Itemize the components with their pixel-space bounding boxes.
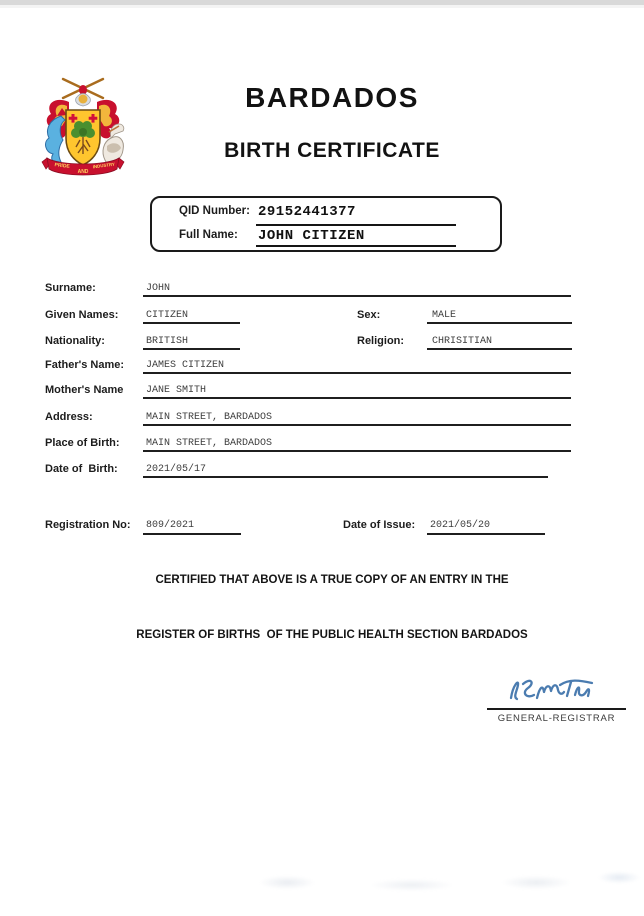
sex-underline <box>427 322 572 324</box>
religion-value: CHRISITIAN <box>432 336 493 347</box>
place-of-birth-underline <box>143 450 571 452</box>
given-names-underline <box>143 322 240 324</box>
nationality-value: BRITISH <box>146 336 189 347</box>
qid-number-value: 29152441377 <box>258 204 356 220</box>
signature-line <box>487 708 626 710</box>
qid-number-label: QID Number: <box>179 205 250 217</box>
registrar-signature <box>503 675 597 707</box>
full-name-underline <box>256 245 456 247</box>
address-underline <box>143 424 571 426</box>
date-of-birth-value: 2021/05/17 <box>146 464 207 475</box>
given-names-value: CITIZEN <box>146 310 189 321</box>
full-name-label: Full Name: <box>179 229 238 241</box>
address-label: Address: <box>45 411 93 423</box>
country-title: BARDADOS <box>245 82 419 113</box>
date-of-issue-label: Date of Issue: <box>343 519 416 531</box>
date-of-birth-label: Date of Birth: <box>45 463 118 475</box>
father-name-label: Father's Name: <box>45 359 125 371</box>
father-name-underline <box>143 372 571 374</box>
sex-label: Sex: <box>357 309 381 321</box>
motto-word-pride: PRIDE <box>54 162 71 170</box>
signature-title: GENERAL-REGISTRAR <box>497 713 616 724</box>
full-name-value: JOHN CITIZEN <box>258 228 365 244</box>
motto-word-industry: INDUSTRY <box>92 161 116 170</box>
surname-value: JOHN <box>146 283 171 294</box>
religion-underline <box>427 348 572 350</box>
document-title: BIRTH CERTIFICATE <box>224 139 440 162</box>
registration-no-label: Registration No: <box>45 519 131 531</box>
certification-line-1: CERTIFIED THAT ABOVE IS A TRUE COPY OF AN ENTRY IN THE <box>155 574 509 586</box>
religion-label: Religion: <box>357 335 405 347</box>
motto-word-and: AND <box>77 169 89 175</box>
given-names-label: Given Names: <box>45 309 119 321</box>
nationality-label: Nationality: <box>45 335 105 347</box>
id-summary-box <box>150 196 502 252</box>
surname-label: Surname: <box>45 282 96 294</box>
date-of-birth-underline <box>143 476 548 478</box>
surname-underline <box>143 295 571 297</box>
scan-edge-artifact-soft <box>0 5 644 8</box>
nationality-underline <box>143 348 240 350</box>
mother-name-value: JANE SMITH <box>146 385 207 396</box>
date-of-issue-underline <box>427 533 545 535</box>
scan-smudge-artifact <box>225 855 640 905</box>
registration-no-underline <box>143 533 241 535</box>
mother-name-underline <box>143 397 571 399</box>
sex-value: MALE <box>432 310 457 321</box>
father-name-value: JAMES CITIZEN <box>146 360 225 371</box>
address-value: MAIN STREET, BARDADOS <box>146 412 273 423</box>
date-of-issue-value: 2021/05/20 <box>430 520 491 531</box>
certification-line-2: REGISTER OF BIRTHS OF THE PUBLIC HEALTH SECTION BARDADOS <box>136 629 528 641</box>
mother-name-label: Mother's Name <box>45 384 124 396</box>
qid-number-underline <box>256 224 456 226</box>
place-of-birth-value: MAIN STREET, BARDADOS <box>146 438 273 449</box>
place-of-birth-label: Place of Birth: <box>45 437 120 449</box>
registration-no-value: 809/2021 <box>146 520 195 531</box>
